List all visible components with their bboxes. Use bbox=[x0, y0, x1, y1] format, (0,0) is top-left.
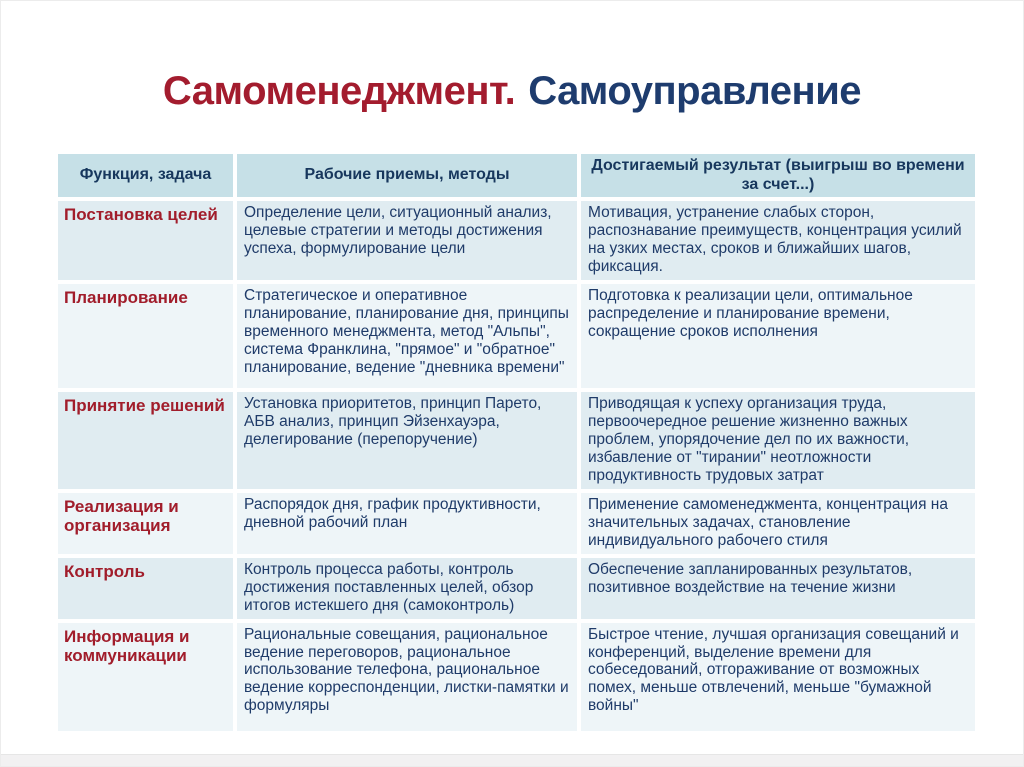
result-cell: Приводящая к успеху организация труда, первоочередное решение жизненно важных проблем, упорядочение дел по их важности, избавление от "тирании" неотложности продуктивность трудовых затрат bbox=[581, 392, 975, 489]
page-title bbox=[1, 71, 1023, 111]
function-cell: Принятие решений bbox=[58, 392, 233, 489]
function-cell: Контроль bbox=[58, 558, 233, 619]
self-management-table bbox=[58, 154, 975, 731]
result-cell: Обеспечение запланированных результатов, позитивное воздействие на течение жизни bbox=[581, 558, 975, 619]
function-cell: Постановка целей bbox=[58, 201, 233, 280]
methods-cell: Контроль процесса работы, контроль достижения поставленных целей, обзор итогов истекшего дня (самоконтроль) bbox=[237, 558, 577, 619]
methods-cell: Определение цели, ситуационный анализ, целевые стратегии и методы достижения успеха, формулирование цели bbox=[237, 201, 577, 280]
title-part-red: Самоменеджмент. bbox=[162, 69, 516, 113]
presentation-slide bbox=[1, 1, 1023, 766]
header-function-task: Функция, задача bbox=[58, 154, 233, 197]
function-cell: Планирование bbox=[58, 284, 233, 388]
methods-cell: Стратегическое и оперативное планирование, планирование дня, принципы временного менеджмента, метод "Альпы", система Франклина, "прямое" и "обратное" планирование, ведение "дневника времени" bbox=[237, 284, 577, 388]
title-part-navy: Самоуправление bbox=[528, 69, 862, 113]
header-methods: Рабочие приемы, методы bbox=[237, 154, 577, 197]
methods-cell: Установка приоритетов, принцип Парето, АБВ анализ, принцип Эйзенхауэра, делегирование (перепоручение) bbox=[237, 392, 577, 489]
result-cell: Применение самоменеджмента, концентрация на значительных задачах, становление индивидуального рабочего стиля bbox=[581, 493, 975, 554]
methods-cell: Рациональные совещания, рациональное ведение переговоров, рациональное использование телефона, рациональное ведение корреспонденции, листки-памятки и формуляры bbox=[237, 623, 577, 731]
function-cell: Реализация и организация bbox=[58, 493, 233, 554]
viewer-bottom-strip bbox=[1, 754, 1023, 766]
header-result: Достигаемый результат (выигрыш во времени за счет...) bbox=[581, 154, 975, 197]
result-cell: Быстрое чтение, лучшая организация совещаний и конференций, выделение времени для собеседований, отгораживание от возможных помех, меньше отвлечений, меньше "бумажной войны" bbox=[581, 623, 975, 731]
result-cell: Мотивация, устранение слабых сторон, распознавание преимуществ, концентрация усилий на узких местах, сроков и ближайших шагов, фиксация. bbox=[581, 201, 975, 280]
function-cell: Информация и коммуникации bbox=[58, 623, 233, 731]
result-cell: Подготовка к реализации цели, оптимальное распределение и планирование времени, сокращение сроков исполнения bbox=[581, 284, 975, 388]
methods-cell: Распорядок дня, график продуктивности, дневной рабочий план bbox=[237, 493, 577, 554]
